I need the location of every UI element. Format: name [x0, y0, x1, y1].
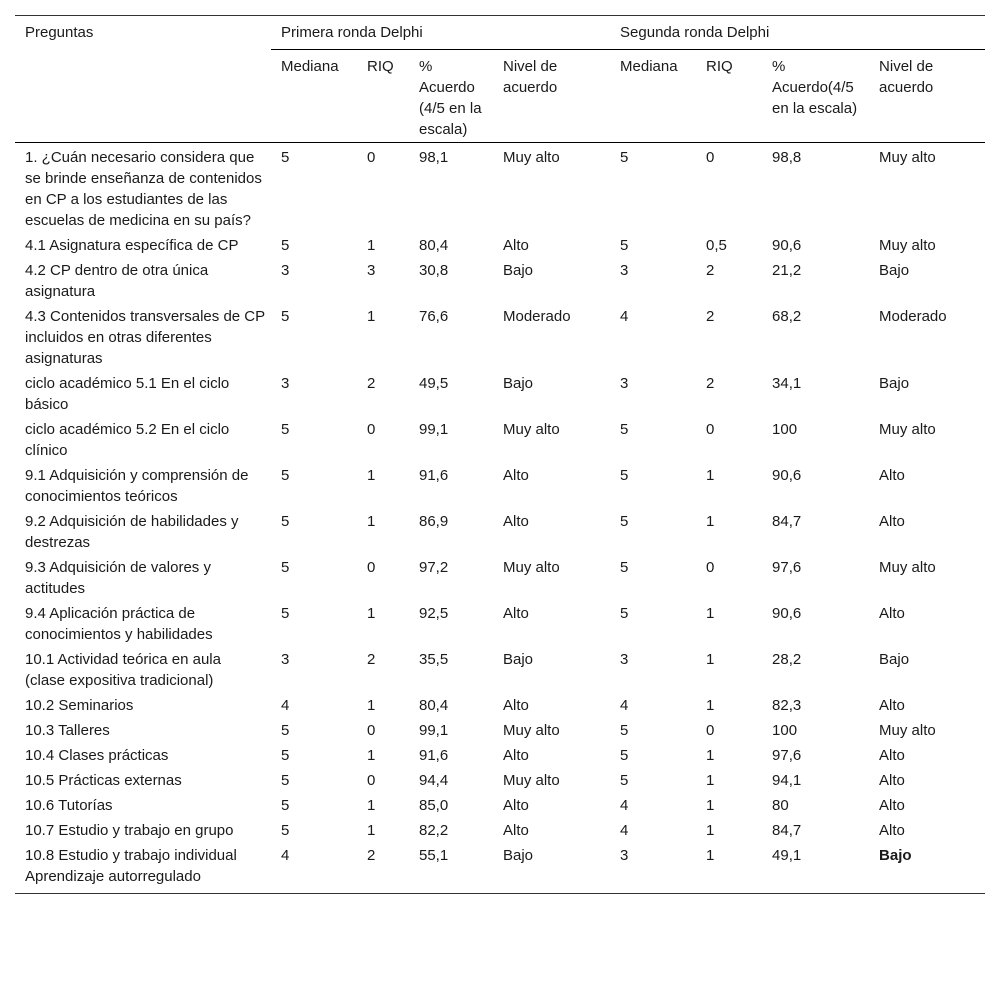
r2-nivel-cell: Alto	[879, 697, 905, 714]
r1-mediana-cell: 5	[281, 149, 290, 166]
table-row	[15, 555, 985, 601]
r1-riq-cell: 2	[367, 375, 376, 392]
r1-nivel-cell: Bajo	[503, 375, 534, 392]
r1-mediana-cell: 5	[281, 513, 290, 530]
question-cell: 4.3 Contenidos transversales de CP incluidos en otras diferentes asignaturas	[25, 308, 265, 367]
header-round-1: Primera ronda Delphi	[271, 16, 610, 50]
r1-riq-cell: 1	[367, 697, 376, 714]
r2-nivel-cell: Alto	[879, 797, 905, 814]
table-row	[15, 647, 985, 693]
question-cell: 1. ¿Cuán necesario considera que se brinde enseñanza de contenidos en CP a los estudiantes de las escuelas de medicina en su país?	[25, 149, 262, 229]
r2-riq-cell: 1	[706, 651, 715, 668]
r1-acuerdo-cell: 86,9	[419, 513, 449, 530]
r2-riq-cell: 2	[706, 262, 715, 279]
table-row	[15, 718, 985, 743]
r2-riq-cell: 0	[706, 421, 715, 438]
r2-nivel-cell: Alto	[879, 822, 905, 839]
r1-riq-cell: 0	[367, 722, 376, 739]
r1-riq-cell: 1	[367, 237, 376, 254]
r2-nivel-cell: Alto	[879, 513, 905, 530]
r1-nivel-cell: Alto	[503, 747, 529, 764]
table-row	[15, 818, 985, 843]
r1-acuerdo-cell: 76,6	[419, 308, 449, 325]
question-cell: 10.3 Talleres	[25, 722, 110, 739]
r2-nivel-cell: Bajo	[879, 847, 912, 864]
question-cell: ciclo académico 5.1 En el ciclo básico	[25, 375, 230, 413]
r2-acuerdo-cell: 100	[772, 421, 798, 438]
table-row	[15, 233, 985, 258]
r2-nivel-cell: Bajo	[879, 262, 910, 279]
r1-mediana-cell: 5	[281, 308, 290, 325]
r2-nivel-cell: Moderado	[879, 308, 947, 325]
r1-nivel-cell: Alto	[503, 605, 529, 622]
question-cell: 10.5 Prácticas externas	[25, 772, 182, 789]
header-round-2: Segunda ronda Delphi	[610, 16, 985, 50]
r2-riq-cell: 0,5	[706, 237, 727, 254]
table-row	[15, 793, 985, 818]
header-r1-acuerdo: % Acuerdo (4/5 en la escala)	[419, 58, 482, 138]
question-cell: 4.1 Asignatura específica de CP	[25, 237, 239, 254]
r2-nivel-cell: Muy alto	[879, 421, 936, 438]
r1-nivel-cell: Muy alto	[503, 722, 560, 739]
r2-nivel-cell: Muy alto	[879, 559, 936, 576]
question-cell: 10.1 Actividad teórica en aula (clase expositiva tradicional)	[25, 651, 221, 689]
r2-nivel-cell: Alto	[879, 467, 905, 484]
r1-riq-cell: 2	[367, 651, 376, 668]
question-cell: 9.2 Adquisición de habilidades y destrezas	[25, 513, 239, 551]
r2-riq-cell: 0	[706, 559, 715, 576]
r1-riq-cell: 0	[367, 421, 376, 438]
r2-acuerdo-cell: 100	[772, 722, 798, 739]
r1-acuerdo-cell: 99,1	[419, 421, 449, 438]
r1-riq-cell: 3	[367, 262, 376, 279]
r2-mediana-cell: 5	[620, 421, 629, 438]
r2-riq-cell: 1	[706, 747, 715, 764]
r2-acuerdo-cell: 97,6	[772, 747, 802, 764]
r2-acuerdo-cell: 68,2	[772, 308, 802, 325]
question-cell: 10.6 Tutorías	[25, 797, 113, 814]
r2-riq-cell: 2	[706, 375, 715, 392]
r1-riq-cell: 0	[367, 149, 376, 166]
question-cell: 9.4 Aplicación práctica de conocimientos y habilidades	[25, 605, 213, 643]
r2-riq-cell: 1	[706, 797, 715, 814]
question-cell: 4.2 CP dentro de otra única asignatura	[25, 262, 209, 300]
r1-acuerdo-cell: 98,1	[419, 149, 449, 166]
r1-nivel-cell: Alto	[503, 467, 529, 484]
header-preguntas: Preguntas	[25, 24, 94, 41]
r1-acuerdo-cell: 97,2	[419, 559, 449, 576]
r1-mediana-cell: 4	[281, 847, 290, 864]
question-cell: 10.2 Seminarios	[25, 697, 134, 714]
r2-nivel-cell: Muy alto	[879, 149, 936, 166]
r1-nivel-cell: Muy alto	[503, 149, 560, 166]
r2-mediana-cell: 5	[620, 467, 629, 484]
r1-acuerdo-cell: 85,0	[419, 797, 449, 814]
r1-nivel-cell: Muy alto	[503, 772, 560, 789]
r2-mediana-cell: 5	[620, 237, 629, 254]
r2-mediana-cell: 4	[620, 308, 629, 325]
r1-riq-cell: 0	[367, 772, 376, 789]
header-r2-mediana: Mediana	[620, 58, 678, 75]
table-row	[15, 463, 985, 509]
r2-nivel-cell: Alto	[879, 772, 905, 789]
r2-acuerdo-cell: 34,1	[772, 375, 802, 392]
r1-nivel-cell: Bajo	[503, 847, 534, 864]
r2-mediana-cell: 3	[620, 262, 629, 279]
r1-mediana-cell: 3	[281, 651, 290, 668]
r2-mediana-cell: 3	[620, 375, 629, 392]
r2-acuerdo-cell: 90,6	[772, 237, 802, 254]
r2-mediana-cell: 5	[620, 559, 629, 576]
r1-acuerdo-cell: 94,4	[419, 772, 449, 789]
question-cell: 9.3 Adquisición de valores y actitudes	[25, 559, 211, 597]
r1-acuerdo-cell: 55,1	[419, 847, 449, 864]
r2-mediana-cell: 4	[620, 697, 629, 714]
r1-mediana-cell: 5	[281, 559, 290, 576]
r2-riq-cell: 2	[706, 308, 715, 325]
r1-acuerdo-cell: 92,5	[419, 605, 449, 622]
r2-acuerdo-cell: 28,2	[772, 651, 802, 668]
r1-acuerdo-cell: 35,5	[419, 651, 449, 668]
r2-acuerdo-cell: 84,7	[772, 513, 802, 530]
delphi-results-table-wrapper	[15, 15, 985, 894]
r1-mediana-cell: 5	[281, 467, 290, 484]
r1-acuerdo-cell: 99,1	[419, 722, 449, 739]
table-row	[15, 417, 985, 463]
table-row	[15, 258, 985, 304]
header-r1-nivel: Nivel de acuerdo	[503, 58, 558, 96]
r2-riq-cell: 1	[706, 513, 715, 530]
r2-nivel-cell: Muy alto	[879, 722, 936, 739]
r2-mediana-cell: 4	[620, 797, 629, 814]
r2-nivel-cell: Muy alto	[879, 237, 936, 254]
r1-riq-cell: 1	[367, 513, 376, 530]
r1-mediana-cell: 5	[281, 722, 290, 739]
r1-mediana-cell: 4	[281, 697, 290, 714]
table-row	[15, 143, 985, 234]
table-row	[15, 601, 985, 647]
r1-mediana-cell: 3	[281, 375, 290, 392]
header-r2-riq: RIQ	[706, 58, 733, 75]
r2-acuerdo-cell: 21,2	[772, 262, 802, 279]
r2-acuerdo-cell: 90,6	[772, 605, 802, 622]
r1-riq-cell: 1	[367, 467, 376, 484]
r2-nivel-cell: Alto	[879, 605, 905, 622]
r1-riq-cell: 1	[367, 747, 376, 764]
r2-acuerdo-cell: 49,1	[772, 847, 802, 864]
r1-mediana-cell: 3	[281, 262, 290, 279]
r2-riq-cell: 1	[706, 772, 715, 789]
r2-nivel-cell: Bajo	[879, 651, 910, 668]
r2-riq-cell: 1	[706, 697, 715, 714]
r1-nivel-cell: Moderado	[503, 308, 571, 325]
r2-acuerdo-cell: 94,1	[772, 772, 802, 789]
r1-riq-cell: 1	[367, 797, 376, 814]
r1-nivel-cell: Alto	[503, 237, 529, 254]
r1-nivel-cell: Bajo	[503, 262, 534, 279]
r1-mediana-cell: 5	[281, 772, 290, 789]
table-row	[15, 768, 985, 793]
r2-riq-cell: 1	[706, 822, 715, 839]
r1-riq-cell: 1	[367, 308, 376, 325]
r1-nivel-cell: Alto	[503, 822, 529, 839]
r2-acuerdo-cell: 90,6	[772, 467, 802, 484]
table-row	[15, 371, 985, 417]
table-row	[15, 304, 985, 371]
table-row	[15, 843, 985, 894]
r2-mediana-cell: 5	[620, 513, 629, 530]
header-r1-riq: RIQ	[367, 58, 394, 75]
r2-mediana-cell: 5	[620, 747, 629, 764]
r1-mediana-cell: 5	[281, 747, 290, 764]
r1-riq-cell: 1	[367, 822, 376, 839]
r1-mediana-cell: 5	[281, 605, 290, 622]
question-cell: 10.7 Estudio y trabajo en grupo	[25, 822, 234, 839]
r1-riq-cell: 1	[367, 605, 376, 622]
r1-mediana-cell: 5	[281, 421, 290, 438]
r1-acuerdo-cell: 80,4	[419, 697, 449, 714]
r1-acuerdo-cell: 80,4	[419, 237, 449, 254]
delphi-results-table	[15, 15, 985, 894]
r2-acuerdo-cell: 98,8	[772, 149, 802, 166]
r1-nivel-cell: Alto	[503, 797, 529, 814]
r2-riq-cell: 1	[706, 605, 715, 622]
r2-mediana-cell: 5	[620, 605, 629, 622]
r2-acuerdo-cell: 84,7	[772, 822, 802, 839]
question-cell: 10.4 Clases prácticas	[25, 747, 169, 764]
r1-mediana-cell: 5	[281, 797, 290, 814]
r1-nivel-cell: Alto	[503, 513, 529, 530]
r1-riq-cell: 0	[367, 559, 376, 576]
table-body	[15, 143, 985, 894]
r2-riq-cell: 0	[706, 149, 715, 166]
r1-acuerdo-cell: 82,2	[419, 822, 449, 839]
r1-acuerdo-cell: 91,6	[419, 467, 449, 484]
r2-mediana-cell: 3	[620, 847, 629, 864]
r1-nivel-cell: Bajo	[503, 651, 534, 668]
r1-mediana-cell: 5	[281, 237, 290, 254]
question-cell: ciclo académico 5.2 En el ciclo clínico	[25, 421, 230, 459]
r2-riq-cell: 1	[706, 847, 715, 864]
question-cell: 9.1 Adquisición y comprensión de conocimientos teóricos	[25, 467, 249, 505]
header-r2-acuerdo: % Acuerdo(4/5 en la escala)	[772, 58, 858, 117]
r2-nivel-cell: Alto	[879, 747, 905, 764]
r1-acuerdo-cell: 49,5	[419, 375, 449, 392]
header-r2-nivel: Nivel de acuerdo	[879, 58, 934, 96]
r2-riq-cell: 1	[706, 467, 715, 484]
r1-nivel-cell: Alto	[503, 697, 529, 714]
r2-acuerdo-cell: 97,6	[772, 559, 802, 576]
r2-mediana-cell: 5	[620, 149, 629, 166]
r1-acuerdo-cell: 91,6	[419, 747, 449, 764]
question-cell: 10.8 Estudio y trabajo individual Aprendizaje autorregulado	[25, 847, 237, 885]
header-row-groups	[15, 16, 985, 50]
r2-mediana-cell: 5	[620, 722, 629, 739]
table-row	[15, 693, 985, 718]
r2-acuerdo-cell: 80	[772, 797, 789, 814]
r2-mediana-cell: 3	[620, 651, 629, 668]
table-row	[15, 509, 985, 555]
r2-nivel-cell: Bajo	[879, 375, 910, 392]
r2-acuerdo-cell: 82,3	[772, 697, 802, 714]
r1-mediana-cell: 5	[281, 822, 290, 839]
r1-nivel-cell: Muy alto	[503, 559, 560, 576]
r1-acuerdo-cell: 30,8	[419, 262, 449, 279]
r2-mediana-cell: 5	[620, 772, 629, 789]
r1-nivel-cell: Muy alto	[503, 421, 560, 438]
header-r1-mediana: Mediana	[281, 58, 339, 75]
r2-riq-cell: 0	[706, 722, 715, 739]
r1-riq-cell: 2	[367, 847, 376, 864]
table-row	[15, 743, 985, 768]
r2-mediana-cell: 4	[620, 822, 629, 839]
